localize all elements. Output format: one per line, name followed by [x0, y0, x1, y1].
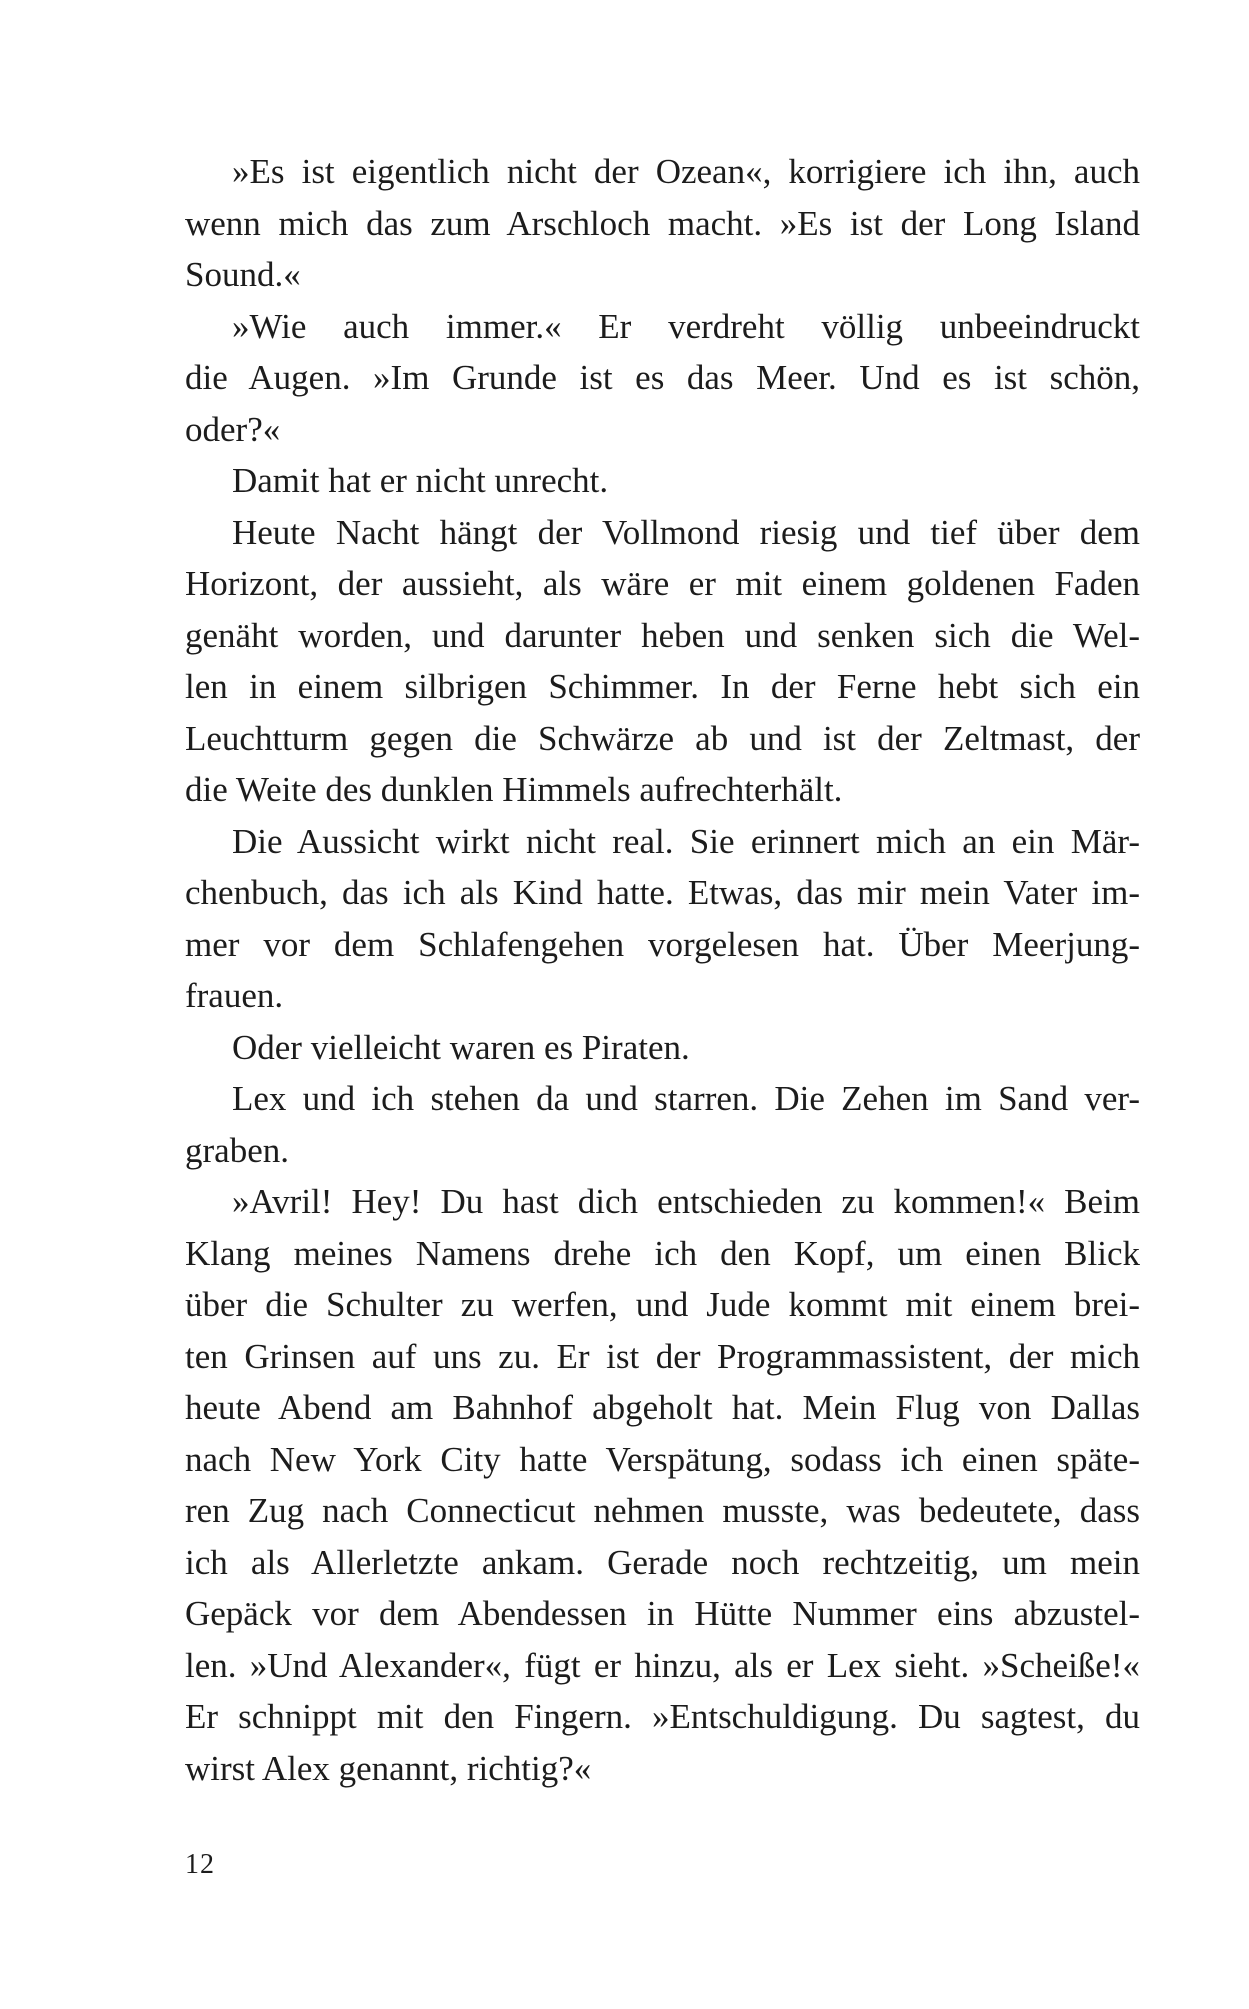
- text-line: Klang meines Namens drehe ich den Kopf, um einen Blick: [185, 1233, 1140, 1273]
- text-line: ten Grinsen auf uns zu. Er ist der Programmassistent, der mich: [185, 1336, 1140, 1376]
- text-line: die Augen. »Im Grunde ist es das Meer. Und es ist schön,: [185, 358, 1140, 397]
- text-line: Heute Nacht hängt der Vollmond riesig und tief über dem: [232, 512, 1140, 552]
- text-line: ren Zug nach Connecticut nehmen musste, was bedeutete, dass: [185, 1491, 1140, 1530]
- text-line: über die Schulter zu werfen, und Jude kommt mit einem brei-: [185, 1285, 1140, 1324]
- text-line: »Wie auch immer.« Er verdreht völlig unbeeindruckt: [232, 306, 1140, 346]
- text-line: ich als Allerletzte ankam. Gerade noch rechtzeitig, um mein: [185, 1542, 1140, 1582]
- book-page-text: [185, 146, 1140, 1794]
- text-line: genäht worden, und darunter heben und senken sich die Wel-: [185, 615, 1140, 655]
- text-line: die Weite des dunklen Himmels aufrechterhält.: [185, 770, 843, 809]
- text-line: frauen.: [185, 976, 284, 1015]
- text-line: chenbuch, das ich als Kind hatte. Etwas, das mir mein Vater im-: [185, 873, 1140, 912]
- text-line: heute Abend am Bahnhof abgeholt hat. Mein Flug von Dallas: [185, 1388, 1140, 1427]
- text-line: nach New York City hatte Verspätung, sodass ich einen späte-: [185, 1439, 1140, 1479]
- text-line: Damit hat er nicht unrecht.: [232, 461, 609, 500]
- text-line: »Avril! Hey! Du hast dich entschieden zu kommen!« Beim: [232, 1182, 1140, 1221]
- text-line: graben.: [185, 1130, 289, 1170]
- text-line: Oder vielleicht waren es Piraten.: [232, 1027, 690, 1067]
- text-line: Gepäck vor dem Abendessen in Hütte Nummer eins abzustel-: [185, 1594, 1140, 1633]
- text-line: wirst Alex genannt, richtig?«: [185, 1748, 592, 1788]
- text-line: wenn mich das zum Arschloch macht. »Es ist der Long Island: [185, 203, 1140, 243]
- text-line: Er schnippt mit den Fingern. »Entschuldigung. Du sagtest, du: [185, 1697, 1140, 1736]
- text-line: len. »Und Alexander«, fügt er hinzu, als er Lex sieht. »Scheiße!«: [185, 1645, 1140, 1685]
- text-line: »Es ist eigentlich nicht der Ozean«, korrigiere ich ihn, auch: [232, 152, 1140, 191]
- text-line: Die Aussicht wirkt nicht real. Sie erinnert mich an ein Mär-: [232, 821, 1140, 861]
- text-line: Horizont, der aussieht, als wäre er mit einem goldenen Faden: [185, 564, 1140, 603]
- text-line: Leuchtturm gegen die Schwärze ab und ist der Zeltmast, der: [185, 718, 1140, 758]
- text-line: mer vor dem Schlafengehen vorgelesen hat. Über Meerjung-: [185, 924, 1140, 964]
- page-number: 12: [185, 1849, 215, 1880]
- text-line: oder?«: [185, 409, 281, 449]
- text-line: Lex und ich stehen da und starren. Die Zehen im Sand ver-: [232, 1079, 1140, 1118]
- text-line: Sound.«: [185, 255, 301, 294]
- text-line: len in einem silbrigen Schimmer. In der Ferne hebt sich ein: [185, 667, 1140, 706]
